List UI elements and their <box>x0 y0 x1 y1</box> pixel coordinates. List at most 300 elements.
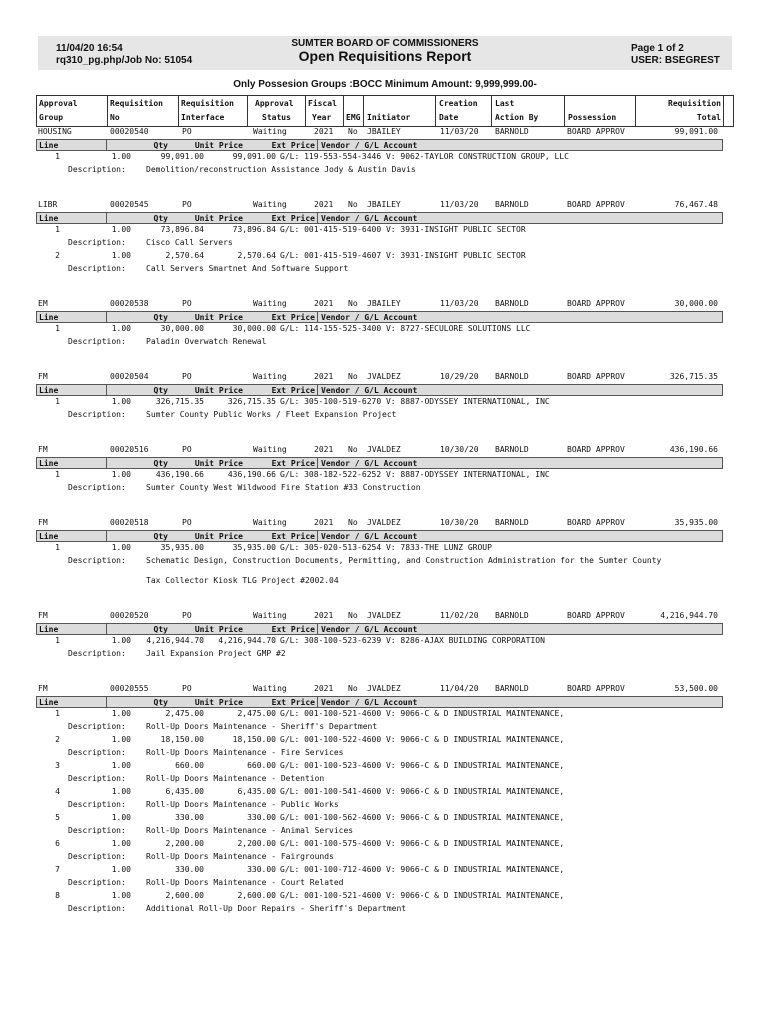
requisition-total: 35,935.00 <box>674 518 718 527</box>
description-label: Description: <box>68 748 126 757</box>
ext-price-col-label: Ext Price <box>271 698 315 707</box>
unit-price-col-label: Unit Price <box>194 698 243 707</box>
creation-date: 11/02/20 <box>440 611 479 620</box>
requisition-total: 30,000.00 <box>674 299 718 308</box>
line-number: 1 <box>55 225 60 234</box>
line-qty: 1.00 <box>111 709 131 718</box>
requisition-interface: PO <box>182 372 192 381</box>
col-last-action-1: Last <box>495 99 515 108</box>
description-label: Description: <box>68 826 126 835</box>
line-description-row <box>0 575 770 588</box>
requisition-summary-row <box>0 298 770 311</box>
line-number: 1 <box>55 152 60 161</box>
line-item-row <box>0 838 770 851</box>
line-gl-vendor: G/L: 001-100-575-4600 V: 9066-C & D INDUSTRIAL MAINTENANCE, <box>280 839 565 848</box>
possession: BOARD APPROV <box>567 684 625 693</box>
line-gl-vendor: G/L: 001-100-522-4600 V: 9066-C & D INDUSTRIAL MAINTENANCE, <box>280 735 565 744</box>
report-user: USER: BSEGREST <box>631 55 720 66</box>
line-ext-price: 73,896.84 <box>232 225 276 234</box>
requisition-interface: PO <box>182 127 192 136</box>
line-header-bar <box>36 212 723 224</box>
line-unit-price: 436,190.66 <box>155 470 204 479</box>
line-description: Tax Collector Kiosk TLG Project #2002.04 <box>146 576 339 585</box>
line-item-row <box>0 890 770 903</box>
line-description: Roll-Up Doors Maintenance - Fairgrounds <box>146 852 334 861</box>
line-item-row <box>0 708 770 721</box>
line-number: 2 <box>55 735 60 744</box>
line-unit-price: 99,091.00 <box>160 152 204 161</box>
vendor-col-label: Vendor / G/L Account <box>321 532 418 541</box>
line-unit-price: 73,896.84 <box>160 225 204 234</box>
requisition-record <box>0 610 770 683</box>
line-number: 8 <box>55 891 60 900</box>
emg-flag: No <box>348 518 358 527</box>
ext-price-col-label: Ext Price <box>271 386 315 395</box>
line-number: 1 <box>55 470 60 479</box>
line-gl-vendor: G/L: 308-100-523-6239 V: 8286-AJAX BUILDING CORPORATION <box>280 636 545 645</box>
approval-group: FM <box>38 518 48 527</box>
initiator: JVALDEZ <box>367 611 401 620</box>
line-item-row <box>0 542 770 555</box>
col-total-1: Requisition <box>668 99 721 108</box>
line-unit-price: 2,600.00 <box>165 891 204 900</box>
approval-status: Waiting <box>253 127 287 136</box>
last-action-by: BARNOLD <box>495 299 529 308</box>
requisition-record <box>0 683 770 916</box>
creation-date: 10/29/20 <box>440 372 479 381</box>
line-description-row <box>0 747 770 760</box>
requisition-interface: PO <box>182 684 192 693</box>
line-ext-price: 2,200.00 <box>237 839 276 848</box>
last-action-by: BARNOLD <box>495 372 529 381</box>
description-label: Description: <box>68 556 126 565</box>
requisition-interface: PO <box>182 518 192 527</box>
initiator: JVALDEZ <box>367 372 401 381</box>
requisition-lines <box>0 469 770 495</box>
description-label: Description: <box>68 410 126 419</box>
line-number: 1 <box>55 709 60 718</box>
line-gl-vendor: G/L: 001-415-519-6400 V: 3931-INSIGHT PUBLIC SECTOR <box>280 225 526 234</box>
fiscal-year: 2021 <box>314 518 334 527</box>
col-possession: Possession <box>568 113 617 122</box>
col-creation-2: Date <box>439 113 459 122</box>
description-label: Description: <box>68 878 126 887</box>
line-description-row <box>0 482 770 495</box>
line-unit-price: 2,570.64 <box>165 251 204 260</box>
line-qty: 1.00 <box>111 152 131 161</box>
qty-col-label: Qty <box>153 386 168 395</box>
line-qty: 1.00 <box>111 636 131 645</box>
line-item-row <box>0 635 770 648</box>
requisition-summary-row <box>0 199 770 212</box>
col-req-no-2: No <box>110 113 120 122</box>
requisition-records <box>0 126 770 916</box>
requisition-record <box>0 126 770 199</box>
line-header-bar <box>36 457 723 469</box>
line-ext-price: 30,000.00 <box>232 324 276 333</box>
requisition-summary-row <box>0 610 770 623</box>
requisition-total: 326,715.35 <box>669 372 718 381</box>
description-label: Description: <box>68 337 126 346</box>
approval-group: HOUSING <box>38 127 72 136</box>
line-unit-price: 30,000.00 <box>160 324 204 333</box>
line-number: 6 <box>55 839 60 848</box>
line-col-label: Line <box>39 698 59 707</box>
line-unit-price: 6,435.00 <box>165 787 204 796</box>
requisition-number: 00020538 <box>110 299 149 308</box>
report-datetime: 11/04/20 16:54 <box>56 43 123 54</box>
line-description-row <box>0 648 770 661</box>
initiator: JBAILEY <box>367 299 401 308</box>
qty-col-label: Qty <box>153 313 168 322</box>
approval-status: Waiting <box>253 611 287 620</box>
line-unit-price: 2,200.00 <box>165 839 204 848</box>
line-number: 1 <box>55 636 60 645</box>
line-header-bar <box>36 696 723 708</box>
unit-price-col-label: Unit Price <box>194 625 243 634</box>
initiator: JVALDEZ <box>367 445 401 454</box>
vendor-col-label: Vendor / G/L Account <box>321 313 418 322</box>
line-gl-vendor: G/L: 308-182-522-6252 V: 8887-ODYSSEY INTERNATIONAL, INC <box>280 470 550 479</box>
col-approval-status-2: Status <box>262 113 291 122</box>
requisition-total: 76,467.48 <box>674 200 718 209</box>
requisition-summary-row <box>0 517 770 530</box>
unit-price-col-label: Unit Price <box>194 386 243 395</box>
col-req-no-1: Requisition <box>110 99 163 108</box>
line-item-row <box>0 812 770 825</box>
ext-price-col-label: Ext Price <box>271 313 315 322</box>
approval-status: Waiting <box>253 684 287 693</box>
line-description-row <box>0 877 770 890</box>
approval-group: LIBR <box>38 200 58 209</box>
unit-price-col-label: Unit Price <box>194 532 243 541</box>
line-number: 2 <box>55 251 60 260</box>
col-total-2: Total <box>696 113 721 122</box>
line-qty: 1.00 <box>111 761 131 770</box>
emg-flag: No <box>348 684 358 693</box>
requisition-lines <box>0 708 770 916</box>
requisition-record <box>0 371 770 444</box>
line-item-row <box>0 864 770 877</box>
vendor-col-label: Vendor / G/L Account <box>321 698 418 707</box>
line-number: 7 <box>55 865 60 874</box>
line-gl-vendor: G/L: 305-100-519-6270 V: 8887-ODYSSEY INTERNATIONAL, INC <box>280 397 550 406</box>
requisition-number: 00020520 <box>110 611 149 620</box>
vendor-col-label: Vendor / G/L Account <box>321 625 418 634</box>
line-description-row <box>0 903 770 916</box>
description-label: Description: <box>68 722 126 731</box>
line-unit-price: 330.00 <box>175 865 204 874</box>
line-description: Paladin Overwatch Renewal <box>146 337 267 346</box>
line-number: 1 <box>55 397 60 406</box>
line-number: 4 <box>55 787 60 796</box>
line-qty: 1.00 <box>111 865 131 874</box>
line-description: Jail Expansion Project GMP #2 <box>146 649 286 658</box>
description-label: Description: <box>68 774 126 783</box>
qty-col-label: Qty <box>153 214 168 223</box>
possession: BOARD APPROV <box>567 372 625 381</box>
initiator: JVALDEZ <box>367 518 401 527</box>
approval-group: FM <box>38 372 48 381</box>
line-qty: 1.00 <box>111 397 131 406</box>
line-col-label: Line <box>39 625 59 634</box>
vendor-col-label: Vendor / G/L Account <box>321 141 418 150</box>
line-header-bar <box>36 530 723 542</box>
line-unit-price: 2,475.00 <box>165 709 204 718</box>
line-number: 5 <box>55 813 60 822</box>
line-header-bar <box>36 139 723 151</box>
line-description: Roll-Up Doors Maintenance - Court Related <box>146 878 344 887</box>
line-gl-vendor: G/L: 001-100-521-4600 V: 9066-C & D INDUSTRIAL MAINTENANCE, <box>280 891 565 900</box>
vendor-col-label: Vendor / G/L Account <box>321 459 418 468</box>
approval-status: Waiting <box>253 445 287 454</box>
requisition-interface: PO <box>182 611 192 620</box>
line-item-row <box>0 396 770 409</box>
requisition-number: 00020540 <box>110 127 149 136</box>
possession: BOARD APPROV <box>567 445 625 454</box>
last-action-by: BARNOLD <box>495 445 529 454</box>
report-title: Open Requisitions Report <box>298 48 472 64</box>
line-description: Sumter County Public Works / Fleet Expansion Project <box>146 410 397 419</box>
line-description-row <box>0 409 770 422</box>
line-unit-price: 35,935.00 <box>160 543 204 552</box>
line-qty: 1.00 <box>111 470 131 479</box>
requisition-interface: PO <box>182 200 192 209</box>
requisition-record <box>0 444 770 517</box>
line-header-bar <box>36 311 723 323</box>
possession: BOARD APPROV <box>567 299 625 308</box>
line-col-label: Line <box>39 459 59 468</box>
line-description: Cisco Call Servers <box>146 238 233 247</box>
ext-price-col-label: Ext Price <box>271 625 315 634</box>
line-unit-price: 4,216,944.70 <box>146 636 204 645</box>
initiator: JBAILEY <box>367 200 401 209</box>
line-description: Sumter County West Wildwood Fire Station #33 Construction <box>146 483 421 492</box>
requisition-number: 00020518 <box>110 518 149 527</box>
requisition-record <box>0 517 770 610</box>
description-label: Description: <box>68 852 126 861</box>
line-description-row <box>0 851 770 864</box>
line-item-row <box>0 469 770 482</box>
line-ext-price: 436,190.66 <box>227 470 276 479</box>
requisition-lines <box>0 396 770 422</box>
unit-price-col-label: Unit Price <box>194 141 243 150</box>
approval-group: FM <box>38 611 48 620</box>
unit-price-col-label: Unit Price <box>194 214 243 223</box>
requisition-total: 436,190.66 <box>669 445 718 454</box>
col-req-interface-1: Requisition <box>181 99 234 108</box>
page-number: Page 1 of 2 <box>631 43 684 54</box>
line-description-row <box>0 164 770 177</box>
creation-date: 11/03/20 <box>440 299 479 308</box>
line-description-row <box>0 773 770 786</box>
line-ext-price: 6,435.00 <box>237 787 276 796</box>
line-gl-vendor: G/L: 001-415-519-4607 V: 3931-INSIGHT PUBLIC SECTOR <box>280 251 526 260</box>
line-col-label: Line <box>39 214 59 223</box>
line-ext-price: 330.00 <box>247 865 276 874</box>
vendor-col-label: Vendor / G/L Account <box>321 214 418 223</box>
emg-flag: No <box>348 611 358 620</box>
requisition-number: 00020504 <box>110 372 149 381</box>
unit-price-col-label: Unit Price <box>194 313 243 322</box>
qty-col-label: Qty <box>153 459 168 468</box>
line-description-row <box>0 555 770 568</box>
line-number: 3 <box>55 761 60 770</box>
line-qty: 1.00 <box>111 251 131 260</box>
line-col-label: Line <box>39 386 59 395</box>
last-action-by: BARNOLD <box>495 518 529 527</box>
line-qty: 1.00 <box>111 324 131 333</box>
approval-status: Waiting <box>253 518 287 527</box>
fiscal-year: 2021 <box>314 200 334 209</box>
ext-price-col-label: Ext Price <box>271 214 315 223</box>
line-col-label: Line <box>39 532 59 541</box>
approval-group: FM <box>38 445 48 454</box>
line-description-row <box>0 336 770 349</box>
requisition-summary-row <box>0 371 770 384</box>
line-gl-vendor: G/L: 001-100-541-4600 V: 9066-C & D INDUSTRIAL MAINTENANCE, <box>280 787 565 796</box>
approval-group: EM <box>38 299 48 308</box>
requisition-lines <box>0 323 770 349</box>
fiscal-year: 2021 <box>314 299 334 308</box>
description-label: Description: <box>68 904 126 913</box>
col-approval-group-1: Approval <box>39 99 78 108</box>
line-ext-price: 35,935.00 <box>232 543 276 552</box>
initiator: JBAILEY <box>367 127 401 136</box>
line-gl-vendor: G/L: 001-100-562-4600 V: 9066-C & D INDUSTRIAL MAINTENANCE, <box>280 813 565 822</box>
line-gl-vendor: G/L: 001-100-521-4600 V: 9066-C & D INDUSTRIAL MAINTENANCE, <box>280 709 565 718</box>
line-description-row <box>0 721 770 734</box>
report-filter-subtitle: Only Possesion Groups :BOCC Minimum Amount: 9,999,999.00- <box>233 79 537 90</box>
line-number: 1 <box>55 324 60 333</box>
emg-flag: No <box>348 127 358 136</box>
fiscal-year: 2021 <box>314 611 334 620</box>
requisition-lines <box>0 224 770 276</box>
line-description: Roll-Up Doors Maintenance - Detention <box>146 774 325 783</box>
line-item-row <box>0 250 770 263</box>
line-unit-price: 326,715.35 <box>155 397 204 406</box>
requisition-summary-row <box>0 126 770 139</box>
line-col-label: Line <box>39 313 59 322</box>
ext-price-col-label: Ext Price <box>271 141 315 150</box>
last-action-by: BARNOLD <box>495 200 529 209</box>
unit-price-col-label: Unit Price <box>194 459 243 468</box>
line-gl-vendor: G/L: 305-020-513-6254 V: 7833-THE LUNZ GROUP <box>280 543 492 552</box>
description-label: Description: <box>68 483 126 492</box>
line-qty: 1.00 <box>111 225 131 234</box>
qty-col-label: Qty <box>153 141 168 150</box>
requisition-total: 4,216,944.70 <box>660 611 718 620</box>
line-description: Roll-Up Doors Maintenance - Fire Services <box>146 748 344 757</box>
creation-date: 10/30/20 <box>440 445 479 454</box>
vendor-col-label: Vendor / G/L Account <box>321 386 418 395</box>
line-description-row <box>0 799 770 812</box>
line-ext-price: 660.00 <box>247 761 276 770</box>
line-ext-price: 18,150.00 <box>232 735 276 744</box>
line-ext-price: 4,216,944.70 <box>218 636 276 645</box>
line-qty: 1.00 <box>111 787 131 796</box>
last-action-by: BARNOLD <box>495 611 529 620</box>
initiator: JVALDEZ <box>367 684 401 693</box>
line-description: Additional Roll-Up Door Repairs - Sheriff's Department <box>146 904 407 913</box>
requisition-number: 00020516 <box>110 445 149 454</box>
description-label: Description: <box>68 649 126 658</box>
report-job: rq310_pg.php/Job No: 51054 <box>56 55 193 66</box>
col-req-interface-2: Interface <box>181 113 225 122</box>
approval-status: Waiting <box>253 200 287 209</box>
line-header-bar <box>36 623 723 635</box>
line-description: Roll-Up Doors Maintenance - Sheriff's Department <box>146 722 378 731</box>
possession: BOARD APPROV <box>567 611 625 620</box>
line-description-row <box>0 237 770 250</box>
col-creation-1: Creation <box>439 99 478 108</box>
line-item-row <box>0 734 770 747</box>
col-fiscal-2: Year <box>312 113 332 122</box>
line-unit-price: 330.00 <box>175 813 204 822</box>
emg-flag: No <box>348 299 358 308</box>
requisition-record <box>0 199 770 298</box>
emg-flag: No <box>348 445 358 454</box>
requisition-lines <box>0 635 770 661</box>
line-gl-vendor: G/L: 001-100-523-4600 V: 9066-C & D INDUSTRIAL MAINTENANCE, <box>280 761 565 770</box>
line-description: Call Servers Smartnet And Software Support <box>146 264 349 273</box>
requisition-total: 53,500.00 <box>674 684 718 693</box>
line-ext-price: 330.00 <box>247 813 276 822</box>
possession: BOARD APPROV <box>567 127 625 136</box>
col-last-action-2: Action By <box>495 113 539 122</box>
line-description: Roll-Up Doors Maintenance - Public Works <box>146 800 339 809</box>
creation-date: 10/30/20 <box>440 518 479 527</box>
requisition-number: 00020555 <box>110 684 149 693</box>
line-description-row <box>0 825 770 838</box>
ext-price-col-label: Ext Price <box>271 532 315 541</box>
line-gl-vendor: G/L: 001-100-712-4600 V: 9066-C & D INDUSTRIAL MAINTENANCE, <box>280 865 565 874</box>
description-label: Description: <box>68 165 126 174</box>
line-item-row <box>0 323 770 336</box>
qty-col-label: Qty <box>153 698 168 707</box>
description-label: Description: <box>68 238 126 247</box>
line-item-row <box>0 760 770 773</box>
col-approval-group-2: Group <box>39 113 64 122</box>
line-ext-price: 2,475.00 <box>237 709 276 718</box>
approval-status: Waiting <box>253 372 287 381</box>
last-action-by: BARNOLD <box>495 127 529 136</box>
col-fiscal-1: Fiscal <box>308 99 337 108</box>
emg-flag: No <box>348 200 358 209</box>
col-approval-status-1: Approval <box>255 99 294 108</box>
line-description: Roll-Up Doors Maintenance - Animal Services <box>146 826 354 835</box>
line-item-row <box>0 224 770 237</box>
line-number: 1 <box>55 543 60 552</box>
line-col-label: Line <box>39 141 59 150</box>
fiscal-year: 2021 <box>314 372 334 381</box>
requisition-lines <box>0 151 770 177</box>
qty-col-label: Qty <box>153 625 168 634</box>
line-ext-price: 99,091.00 <box>232 152 276 161</box>
last-action-by: BARNOLD <box>495 684 529 693</box>
line-unit-price: 18,150.00 <box>160 735 204 744</box>
emg-flag: No <box>348 372 358 381</box>
description-label: Description: <box>68 264 126 273</box>
line-qty: 1.00 <box>111 543 131 552</box>
line-ext-price: 2,600.00 <box>237 891 276 900</box>
creation-date: 11/03/20 <box>440 127 479 136</box>
report-header-right <box>631 43 720 67</box>
requisition-number: 00020545 <box>110 200 149 209</box>
description-label: Description: <box>68 800 126 809</box>
line-qty: 1.00 <box>111 891 131 900</box>
fiscal-year: 2021 <box>314 445 334 454</box>
